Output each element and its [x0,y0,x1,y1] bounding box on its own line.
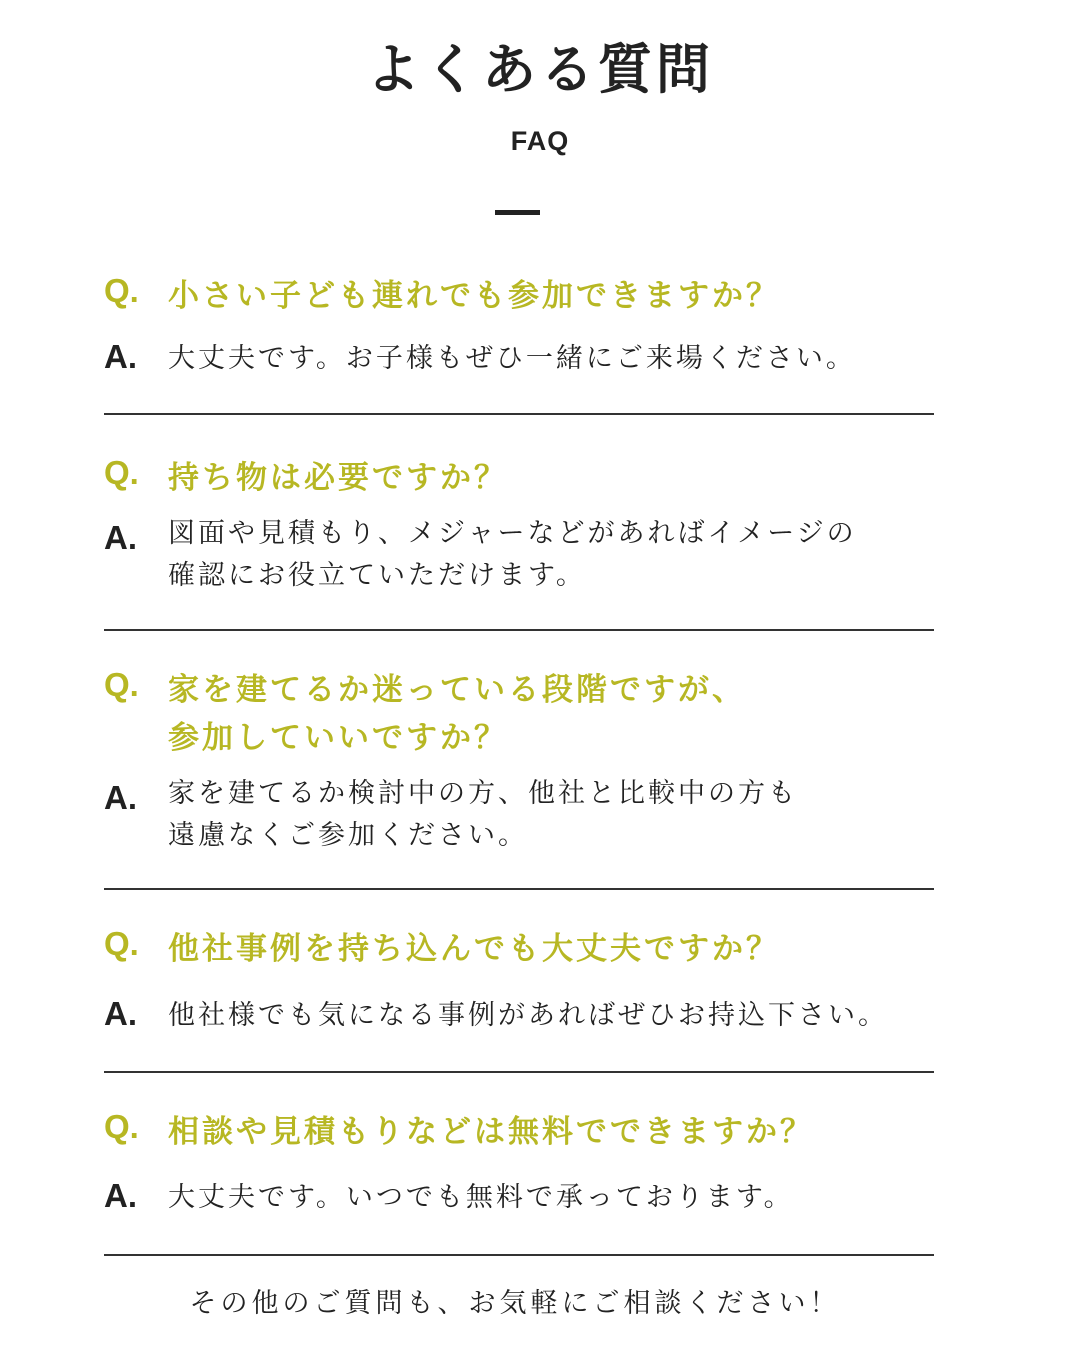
page-title: よくある質問 [366,38,714,101]
q-mark: Q. [104,925,139,962]
q-mark: Q. [104,1108,139,1145]
faq-answer-4 [104,995,984,1037]
faq-question-1 [104,272,984,320]
title-underline [495,210,540,215]
question-text: 他社事例を持ち込んでも大丈夫ですか？ [168,931,780,967]
faq-divider [104,1071,934,1073]
answer-text: 他社様でも気になる事例があればぜひお持込下さい。 [168,1000,888,1031]
q-mark: Q. [104,666,139,703]
a-mark: A. [104,519,137,556]
footer-note: その他のご質問も、お気軽にご相談ください！ [189,1288,841,1319]
answer-text: 図面や見積もり、メジャーなどがあればイメージの 確認にお役立ていただけます。 [168,518,857,591]
a-mark: A. [104,1177,137,1214]
question-text: 小さい子ども連れでも参加できますか？ [168,278,780,314]
a-mark: A. [104,338,137,375]
faq-divider [104,888,934,890]
faq-question-5 [104,1108,984,1156]
faq-question-4 [104,925,984,973]
faq-answer-1 [104,338,984,380]
faq-answer-5 [104,1177,984,1219]
answer-text: 大丈夫です。いつでも無料で承っております。 [168,1182,794,1213]
q-mark: Q. [104,272,139,309]
answer-text: 大丈夫です。お子様もぜひ一緒にご来場ください。 [168,343,856,374]
faq-answer-3 [104,773,984,857]
question-text: 持ち物は必要ですか？ [168,460,508,496]
answer-text: 家を建てるか検討中の方、他社と比較中の方も 遠慮なくご参加ください。 [168,778,798,851]
question-text: 相談や見積もりなどは無料でできますか？ [168,1114,814,1150]
faq-divider [104,413,934,415]
faq-divider [104,1254,934,1256]
question-text: 家を建てるか迷っている段階ですが、 参加していいですか？ [168,672,746,756]
q-mark: Q. [104,454,139,491]
faq-question-3 [104,666,984,762]
faq-question-2 [104,454,984,502]
faq-divider [104,629,934,631]
a-mark: A. [104,779,137,816]
a-mark: A. [104,995,137,1032]
faq-answer-2 [104,513,984,597]
page-subtitle: FAQ [510,126,570,156]
